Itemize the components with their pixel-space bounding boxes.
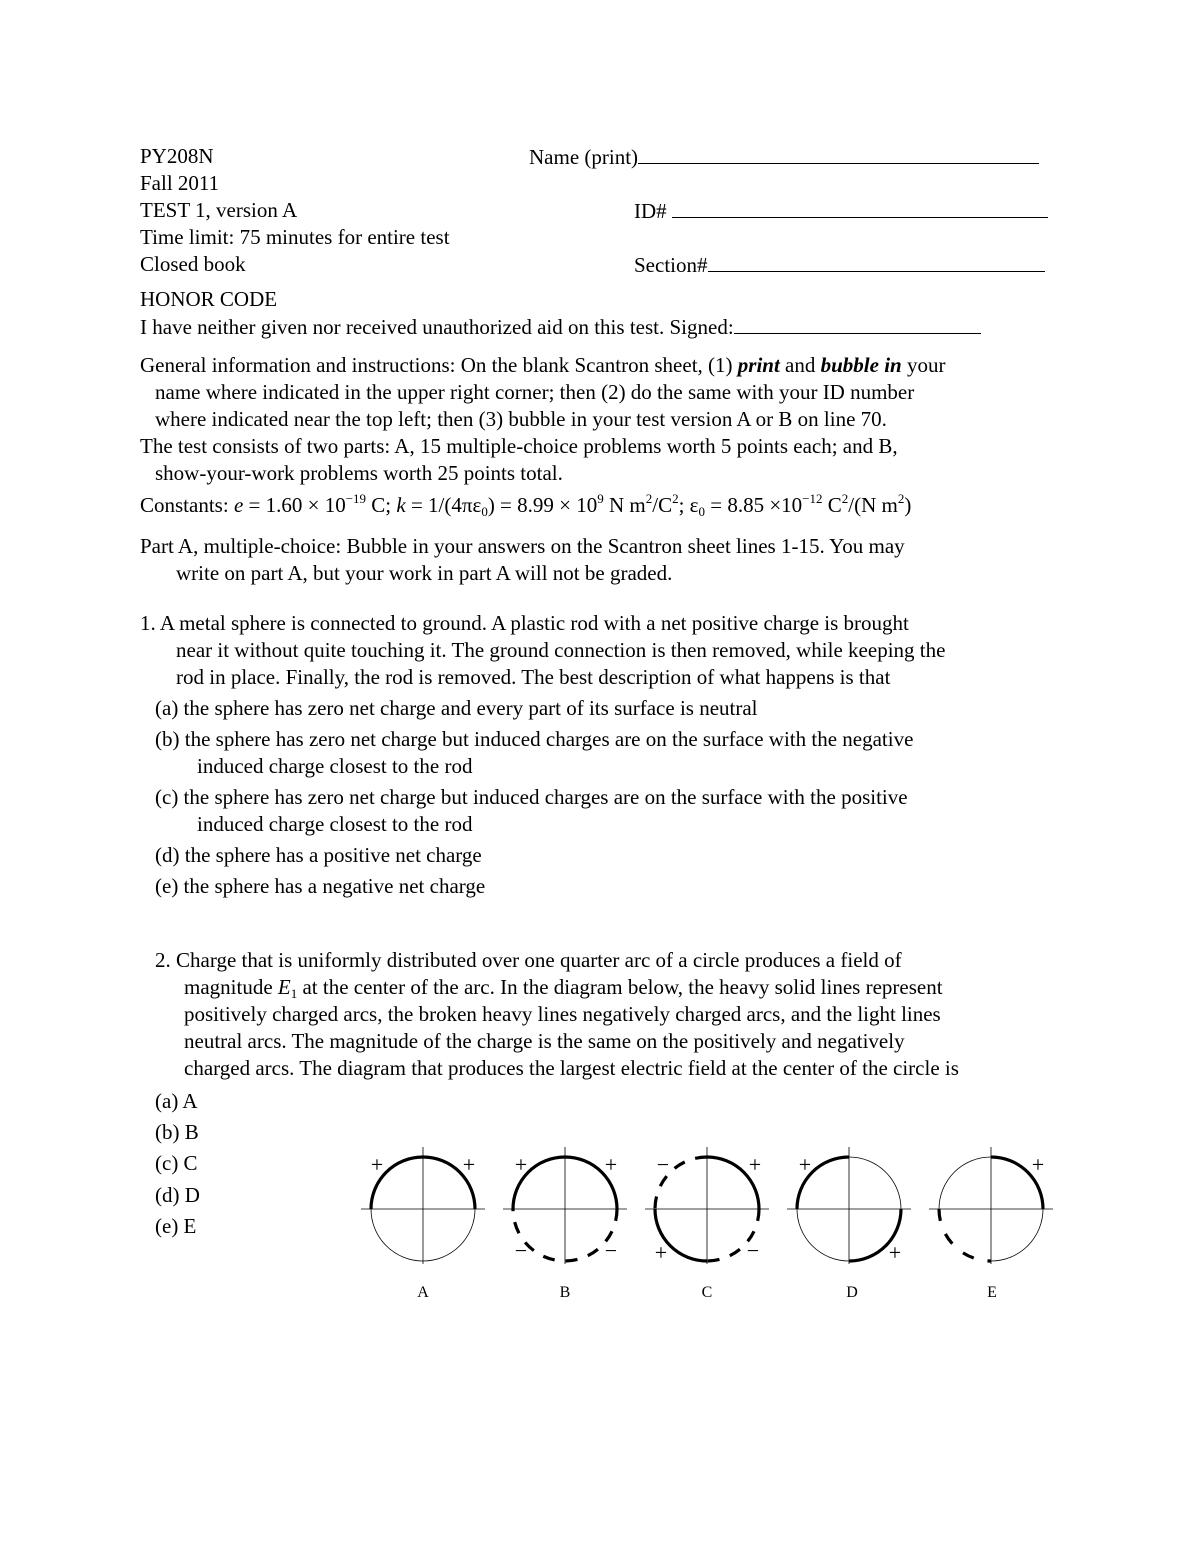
q2-option-b: (b) B bbox=[155, 1120, 199, 1144]
q1-option-a: (a) the sphere has zero net charge and every part of its surface is neutral bbox=[155, 696, 758, 720]
part-a-line-1: Part A, multiple-choice: Bubble in your answers on the Scantron sheet lines 1-15. You may bbox=[140, 534, 905, 558]
q1-option-c-cont: induced charge closest to the rod bbox=[197, 812, 473, 836]
const-sup-two: 2 bbox=[897, 491, 905, 506]
name-label: Name (print) bbox=[529, 145, 639, 169]
sign-plus: + bbox=[370, 1152, 384, 1177]
sign-plus: + bbox=[1031, 1152, 1045, 1177]
id-label: ID# bbox=[634, 199, 667, 223]
honor-title: HONOR CODE bbox=[140, 287, 278, 311]
section-label: Section# bbox=[634, 253, 708, 277]
sign-minus: − bbox=[604, 1238, 618, 1263]
const-sup-two: 2 bbox=[672, 491, 679, 506]
const-eps-exp: −12 bbox=[802, 491, 823, 506]
q2-e-sub: 1 bbox=[290, 986, 298, 1001]
const-k-exp: 9 bbox=[597, 491, 604, 506]
name-blank[interactable] bbox=[638, 143, 1039, 164]
sign-plus: + bbox=[604, 1152, 618, 1177]
q2-e-symbol: E bbox=[277, 975, 291, 999]
instr-and: and bbox=[779, 353, 821, 377]
q2-stem-line-2 bbox=[184, 974, 943, 1000]
const-k-value: = 1/(4πε bbox=[405, 493, 482, 517]
q1-stem-line-3: rod in place. Finally, the rod is removed. The best description of what happens is that bbox=[176, 665, 891, 689]
instr-your: your bbox=[901, 353, 946, 377]
diagram-label-d: D bbox=[846, 1284, 858, 1301]
instructions-line-4: The test consists of two parts: A, 15 multiple-choice problems worth 5 points each; and B, bbox=[140, 434, 898, 458]
section-field bbox=[634, 251, 1045, 278]
const-k-unit2: /C bbox=[652, 493, 673, 517]
const-e-exp: −19 bbox=[345, 491, 367, 506]
instructions-line-1 bbox=[140, 352, 945, 378]
section-blank[interactable] bbox=[708, 251, 1045, 272]
id-field bbox=[634, 197, 1048, 224]
sign-plus: + bbox=[654, 1240, 668, 1265]
arc-negative bbox=[939, 1209, 991, 1261]
diagram-label-b: B bbox=[559, 1284, 571, 1301]
const-eps-symbol: ; ε bbox=[678, 493, 699, 517]
q1-option-d: (d) the sphere has a positive net charge bbox=[155, 843, 482, 867]
q2-stem-line-5: charged arcs. The diagram that produces the largest electric field at the center of the circle is bbox=[184, 1056, 959, 1080]
test-version: TEST 1, version A bbox=[140, 198, 298, 222]
honor-text: I have neither given nor received unauthorized aid on this test. Signed: bbox=[140, 315, 734, 339]
arc-neutral bbox=[849, 1157, 901, 1209]
instr-text: General information and instructions: On the blank Scantron sheet, (1) bbox=[140, 353, 738, 377]
q2-option-d: (d) D bbox=[155, 1183, 200, 1207]
const-label: Constants: bbox=[140, 493, 234, 517]
const-eps-unit2: /(N m bbox=[848, 493, 898, 517]
constants-line bbox=[140, 492, 911, 518]
sign-plus: + bbox=[798, 1152, 812, 1177]
q2-option-e: (e) E bbox=[155, 1214, 197, 1238]
const-e-unit: C; bbox=[366, 493, 397, 517]
const-sup-two: 2 bbox=[645, 491, 653, 506]
const-k-symbol: k bbox=[396, 493, 406, 517]
instructions-line-3: where indicated near the top left; then (3) bubble in your test version A or B on line 70. bbox=[155, 407, 887, 431]
sign-plus: + bbox=[888, 1240, 902, 1265]
const-sup-two: 2 bbox=[841, 491, 849, 506]
sign-plus: + bbox=[748, 1152, 762, 1177]
arc-neutral bbox=[939, 1157, 991, 1209]
arc-neutral bbox=[991, 1209, 1043, 1261]
sign-minus: − bbox=[746, 1238, 760, 1263]
q2-text: magnitude bbox=[184, 975, 278, 999]
const-sub-zero: 0 bbox=[698, 504, 705, 519]
name-field bbox=[529, 143, 1039, 170]
const-e-value: = 1.60 × 10 bbox=[243, 493, 346, 517]
honor-statement bbox=[140, 313, 981, 340]
const-eps-value: = 8.85 ×10 bbox=[705, 493, 803, 517]
diagram-label-a: A bbox=[417, 1284, 429, 1301]
q2-option-c: (c) C bbox=[155, 1151, 198, 1175]
q2-text-b: at the center of the arc. In the diagram below, the heavy solid lines represent bbox=[297, 975, 943, 999]
instr-bubble: bubble in bbox=[820, 353, 902, 377]
q2-stem-line-1: 2. Charge that is uniformly distributed over one quarter arc of a circle produces a field of bbox=[155, 948, 902, 972]
time-limit: Time limit: 75 minutes for entire test bbox=[140, 225, 450, 249]
charged-arcs-diagram bbox=[355, 1140, 1065, 1310]
diagram-label-e: E bbox=[987, 1284, 997, 1301]
instr-print: print bbox=[737, 353, 780, 377]
q1-option-b: (b) the sphere has zero net charge but induced charges are on the surface with the negative bbox=[155, 727, 914, 751]
signature-blank[interactable] bbox=[734, 313, 981, 334]
q1-stem-line-1: 1. A metal sphere is connected to ground. A plastic rod with a net positive charge is brought bbox=[140, 611, 909, 635]
id-blank[interactable] bbox=[672, 197, 1048, 218]
sign-minus: − bbox=[514, 1238, 528, 1263]
closed-book: Closed book bbox=[140, 252, 246, 276]
sign-plus: + bbox=[462, 1152, 476, 1177]
diagram-label-c: C bbox=[701, 1284, 713, 1301]
term: Fall 2011 bbox=[140, 171, 220, 195]
q2-stem-line-3: positively charged arcs, the broken heavy lines negatively charged arcs, and the light lines bbox=[184, 1002, 941, 1026]
q1-option-b-cont: induced charge closest to the rod bbox=[197, 754, 473, 778]
q2-option-a: (a) A bbox=[155, 1089, 198, 1113]
sign-plus: + bbox=[514, 1152, 528, 1177]
q1-stem-line-2: near it without quite touching it. The ground connection is then removed, while keeping the bbox=[176, 638, 946, 662]
course-code: PY208N bbox=[140, 144, 214, 168]
const-e-symbol: e bbox=[233, 493, 244, 517]
const-k-unit: N m bbox=[603, 493, 646, 517]
q1-option-c: (c) the sphere has zero net charge but induced charges are on the surface with the positive bbox=[155, 785, 908, 809]
const-close: ) bbox=[904, 493, 912, 517]
const-sub-zero: 0 bbox=[481, 504, 488, 519]
q1-option-e: (e) the sphere has a negative net charge bbox=[155, 874, 486, 898]
instructions-line-2: name where indicated in the upper right corner; then (2) do the same with your ID number bbox=[155, 380, 915, 404]
part-a-line-2: write on part A, but your work in part A will not be graded. bbox=[176, 561, 673, 585]
const-eps-unit: C bbox=[822, 493, 842, 517]
instructions-line-5: show-your-work problems worth 25 points total. bbox=[155, 461, 563, 485]
sign-minus: − bbox=[656, 1152, 670, 1177]
q2-stem-line-4: neutral arcs. The magnitude of the charge is the same on the positively and negatively bbox=[184, 1029, 905, 1053]
arc-neutral bbox=[797, 1209, 849, 1261]
const-k-rest: ) = 8.99 × 10 bbox=[487, 493, 598, 517]
